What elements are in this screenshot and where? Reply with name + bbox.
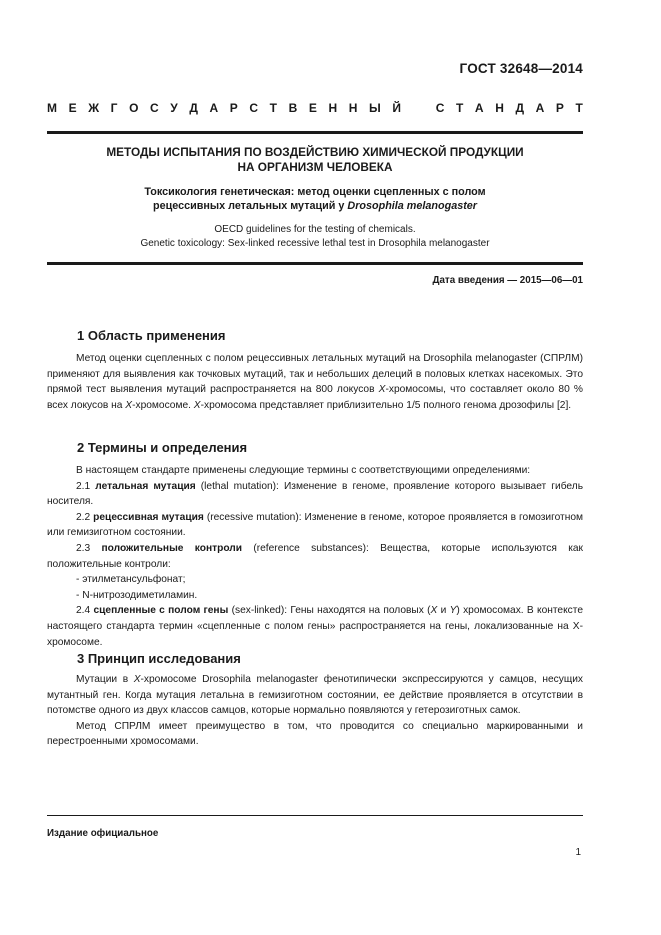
- page-number: 1: [575, 847, 581, 858]
- banner-letter: Р: [229, 101, 238, 115]
- section-3-heading: 3 Принцип исследования: [77, 651, 241, 666]
- section-2-heading: 2 Термины и определения: [77, 440, 248, 455]
- banner-letter: С: [150, 101, 159, 115]
- banner-letter: Н: [495, 101, 504, 115]
- term-2-1: 2.1 летальная мутация (lethal mutation): Изменение в геноме, проявление которого вызывает гибель носителя.: [47, 480, 583, 508]
- banner-letter: Г: [110, 101, 118, 115]
- terms-intro: В настоящем стандарте применены следующие термины с соответствующими определениями:: [76, 465, 531, 476]
- header-rule: [47, 131, 583, 134]
- banner-letter: Н: [328, 101, 338, 115]
- banner-letter: А: [474, 101, 484, 115]
- banner-letter: М: [47, 101, 57, 115]
- banner-letter: Р: [555, 101, 564, 115]
- list-item: - N-нитрозодиметиламин.: [76, 589, 198, 601]
- banner-letter: Й: [392, 101, 401, 115]
- banner-letter: Т: [455, 101, 464, 115]
- banner-letter: Н: [348, 101, 358, 115]
- oecd-reference: OECD guidelines for the testing of chemicals. Genetic toxicology: Sex-linked recessive lethal test in Drosophila melanogaster: [140, 224, 490, 249]
- section-1-body: Метод оценки сцепленных с полом рецессивных летальных мутаций на Drosophila melanogaster (СПРЛМ) применяют для выявления как точковых мутаций, так и небольших делеций в половых клетках насекомых. Это прямой тест выявления мутаций распространяется на 800 локусов X-хромосомы, что составляет около 80 % всех локусов на X-хромосоме. X-хромосома представляет приблизительно 1/5 полного генома дрозофилы [2].: [47, 353, 583, 411]
- banner-letter: Ы: [368, 101, 381, 115]
- title-rule: [47, 262, 583, 265]
- banner-letter: Е: [68, 101, 77, 115]
- standard-number: ГОСТ 32648—2014: [459, 61, 583, 76]
- banner-letter: С: [249, 101, 259, 115]
- section-3-body: Мутации в X-хромосоме Drosophila melanogaster фенотипически экспрессируются у самцов, несущих мутантный ген. Когда мутация летальна в гемизиготном состоянии, ее действие проявляется в отсутствии в потомстве одного из двух классов самцов, которые нормально появляются у гетерозиготных самок. Метод СПРЛМ имеет преимущество в том, что проводится со специально маркированными и перестроенными хромосомами.: [47, 674, 583, 748]
- document-subtitle: Токсикология генетическая: метод оценки сцепленных с полом рецессивных летальных мутаций у Drosophila melanogaster: [144, 186, 486, 212]
- section-1-heading: 1 Область применения: [77, 328, 226, 343]
- standard-banner: [47, 101, 583, 115]
- banner-letter: Ж: [88, 101, 100, 115]
- banner-letter: С: [435, 101, 445, 115]
- banner-letter: О: [129, 101, 139, 115]
- term-2-2: 2.2 рецессивная мутация (recessive mutation): Изменение в геноме, которое проявляется в гомозиготном или гемизиготном состоянии.: [47, 511, 584, 539]
- official-edition-label: Издание официальное: [47, 828, 159, 839]
- banner-letter: В: [288, 101, 298, 115]
- section-2-body: [47, 463, 583, 650]
- banner-letter: А: [535, 101, 545, 115]
- banner-letter: А: [209, 101, 219, 115]
- banner-letter: Д: [189, 101, 198, 115]
- banner-letter: Е: [308, 101, 317, 115]
- introduction-date: Дата введения — 2015—06—01: [432, 275, 583, 286]
- banner-letter: Д: [515, 101, 525, 115]
- banner-letter: У: [170, 101, 178, 115]
- footer-rule: [47, 815, 583, 816]
- term-2-3: 2.3 положительные контроли (reference substances): Вещества, которые используются как положительные контроли:: [47, 542, 584, 570]
- banner-letter: Т: [269, 101, 277, 115]
- banner-letter: Т: [575, 101, 583, 115]
- term-2-4: 2.4 сцепленные с полом гены (sex-linked): Гены находятся на половых (X и Y) хромосомах. В контексте настоящего стандарта термин «сцепленные с полом гены» распространяется на гены, локализованные на Х-хромосоме.: [47, 605, 583, 648]
- list-item: - этилметансульфонат;: [76, 574, 186, 586]
- document-title: МЕТОДЫ ИСПЫТАНИЯ ПО ВОЗДЕЙСТВИЮ ХИМИЧЕСКОЙ ПРОДУКЦИИ НА ОРГАНИЗМ ЧЕЛОВЕКА: [106, 145, 524, 174]
